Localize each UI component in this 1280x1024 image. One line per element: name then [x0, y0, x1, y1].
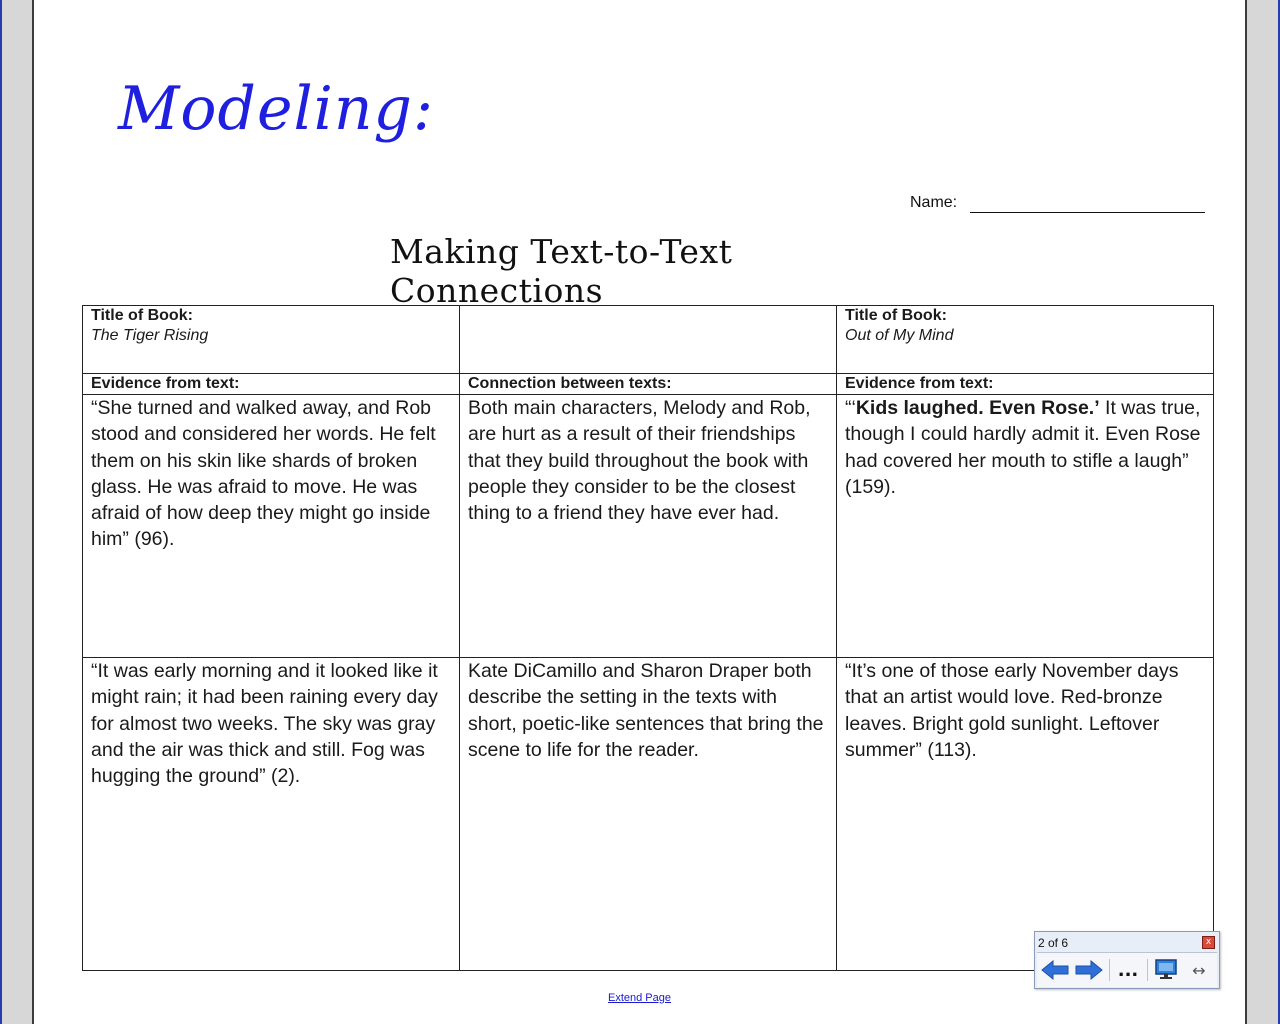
right-title-label: Title of Book:: [845, 307, 947, 324]
left-book-title: The Tiger Rising: [91, 327, 209, 344]
extend-page-link[interactable]: Extend Page: [608, 992, 671, 1004]
quote-open: “‘: [845, 397, 856, 419]
left-gutter: [2, 0, 34, 1024]
display-icon[interactable]: [1151, 957, 1181, 983]
name-label: Name:: [910, 194, 958, 211]
right-book-title: Out of My Mind: [845, 327, 954, 344]
worksheet-title: Making Text-to-Text Connections: [390, 232, 733, 310]
left-book-cell: [83, 306, 460, 374]
evidence-right-cell: [837, 395, 1214, 658]
forward-arrow-icon[interactable]: [1073, 957, 1105, 983]
right-book-cell: [837, 306, 1214, 374]
toolbar-separator: [1109, 959, 1110, 981]
quote-bold: Kids laughed. Even Rose.’: [855, 397, 1100, 419]
col-header-evidence-left: Evidence from text:: [83, 374, 460, 395]
toolbar-separator: [1147, 959, 1148, 981]
evidence-right-cell: “It’s one of those early November days that an artist would love. Red-bronze leaves. Bright gold sunlight. Leftover summer” (113).: [837, 658, 1214, 971]
right-gutter: [1245, 0, 1280, 1024]
fit-width-icon[interactable]: ↔: [1192, 960, 1206, 980]
connection-cell: Kate DiCamillo and Sharon Draper both describe the setting in the texts with short, poetic-like sentences that bring the scene to life for the reader.: [460, 658, 837, 971]
page-navigator: [1034, 931, 1220, 989]
table-row: [83, 395, 1214, 658]
evidence-left-cell: “She turned and walked away, and Rob stood and considered her words. He felt them on his skin like shards of broken glass. He was afraid to move. He was afraid of how deep they might go inside him” (96).: [83, 395, 460, 658]
col-header-connection: Connection between texts:: [460, 374, 837, 395]
middle-empty-cell: [460, 306, 837, 374]
connection-cell: Both main characters, Melody and Rob, are hurt as a result of their friendships that they build throughout the book with people they consider to be the closest thing to a friend they have ever had.: [460, 395, 837, 658]
navigator-toolbar: [1037, 952, 1217, 987]
book-title-row: [83, 306, 1214, 374]
more-icon[interactable]: ...: [1117, 959, 1139, 981]
page-count: 2 of 6: [1038, 936, 1069, 950]
table-row: [83, 658, 1214, 971]
connections-table: [82, 305, 1214, 971]
col-header-evidence-right: Evidence from text:: [837, 374, 1214, 395]
name-blank-line: [970, 212, 1205, 213]
slide-heading: Modeling:: [118, 74, 435, 144]
close-icon[interactable]: x: [1202, 936, 1215, 949]
left-title-label: Title of Book:: [91, 307, 193, 324]
column-header-row: [83, 374, 1214, 395]
quote-rest: It was true, though I could hardly admit it. Even Rose had covered her mouth to stifle a laugh” (159).: [845, 397, 1201, 498]
back-arrow-icon[interactable]: [1039, 957, 1071, 983]
evidence-left-cell: “It was early morning and it looked like it might rain; it had been raining every day for almost two weeks. The sky was gray and the air was thick and still. Fog was hugging the ground” (2).: [83, 658, 460, 971]
